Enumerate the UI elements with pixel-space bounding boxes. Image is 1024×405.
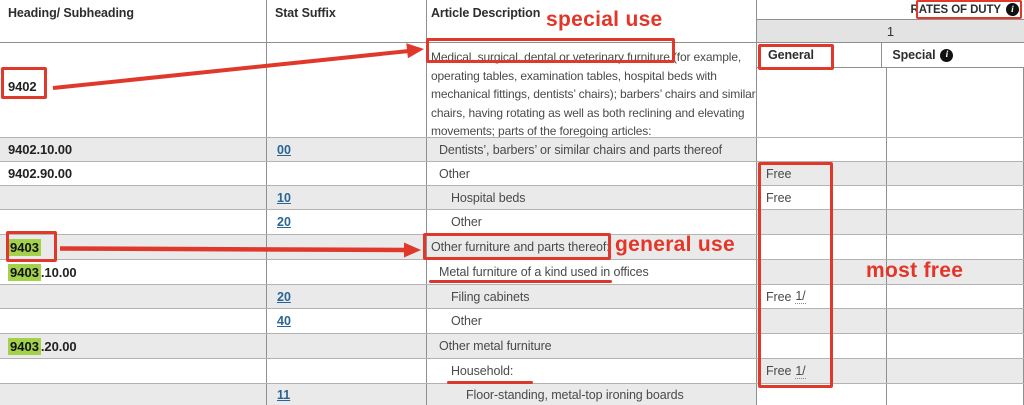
- general-cell: [757, 210, 887, 234]
- stat-suffix-link[interactable]: 11: [277, 387, 291, 402]
- stat-cell: [267, 359, 427, 383]
- general-cell: [757, 384, 887, 405]
- rates-of-duty-title: RATES OF DUTY: [910, 3, 1001, 16]
- stat-cell: [267, 235, 427, 259]
- footnote-link[interactable]: 1/: [795, 363, 806, 378]
- table-row-9403-20-00: [0, 334, 1024, 359]
- table-row-household: [0, 359, 1024, 384]
- article-cell: Other metal furniture: [427, 334, 757, 358]
- table-body: [0, 138, 1024, 405]
- heading-cell: 9402.90.00: [0, 162, 267, 185]
- heading-cell: [0, 43, 267, 137]
- info-icon[interactable]: i: [1006, 3, 1019, 16]
- stat-suffix-column-header: Stat Suffix: [267, 0, 427, 42]
- heading-cell: [0, 359, 267, 383]
- special-cell: [887, 68, 1024, 137]
- general-cell: Free 1/: [757, 359, 887, 383]
- table-row-9402: [0, 43, 757, 138]
- article-cell: Other: [427, 162, 757, 185]
- article-cell: Other furniture and parts thereof:: [427, 235, 757, 259]
- heading-number: 9402: [8, 79, 37, 94]
- heading-cell: [0, 384, 267, 405]
- annotation-label-special-use: special use: [546, 8, 663, 31]
- general-cell: Free: [757, 162, 887, 185]
- stat-cell: [267, 285, 427, 308]
- article-cell: Household:: [427, 359, 757, 383]
- article-cell: Metal furniture of a kind used in offices: [427, 260, 757, 284]
- special-cell: [887, 186, 1024, 209]
- general-cell: [757, 138, 887, 161]
- stat-cell: [267, 138, 427, 161]
- heading-cell: [0, 285, 267, 308]
- special-cell: [887, 260, 1024, 284]
- stat-cell: [267, 309, 427, 333]
- article-cell: Hospital beds: [427, 186, 757, 209]
- table-row-9402-10-00: [0, 138, 1024, 162]
- table-row-ironing-boards: [0, 384, 1024, 405]
- special-cell: [887, 138, 1024, 161]
- stat-suffix-link[interactable]: 10: [277, 190, 291, 205]
- general-cell: Free: [757, 186, 887, 209]
- article-cell: Other: [427, 309, 757, 333]
- table-row-9403-10-00: [0, 260, 1024, 285]
- rates-subheaders: [757, 43, 1024, 68]
- rates-column-group: 1: [757, 20, 1024, 43]
- heading-cell: 9403 .20.00: [0, 334, 267, 358]
- general-cell: Free 1/: [757, 285, 887, 308]
- heading-cell: [0, 235, 267, 259]
- table-row-filing-cabinets: [0, 285, 1024, 309]
- special-cell: [887, 210, 1024, 234]
- rates-of-duty-title-band: [757, 0, 1024, 20]
- stat-suffix-link[interactable]: 20: [277, 289, 291, 304]
- special-cell: [887, 235, 1024, 259]
- annotation-label-general-use: general use: [615, 233, 736, 256]
- stat-cell: [267, 43, 427, 137]
- search-highlight: 9403: [10, 338, 39, 354]
- special-cell: [887, 309, 1024, 333]
- stat-suffix-link[interactable]: 40: [277, 314, 291, 328]
- stat-cell: [267, 384, 427, 405]
- article-cell: Medical, surgical, dental or veterinary furniture (for example, operating tables, examination tables, hospital beds with mechanical fittings, dentists’ chairs); barbers’ chairs and similar chairs, having rotating as well as both reclining and elevating movements; parts of the foregoing articles:: [427, 43, 757, 137]
- article-cell: Filing cabinets: [427, 285, 757, 308]
- article-cell: Dentists’, barbers’ or similar chairs and parts thereof: [427, 138, 757, 161]
- table-row-hospital-beds: [0, 186, 1024, 210]
- stat-cell: [267, 186, 427, 209]
- stat-cell: [267, 334, 427, 358]
- heading-cell: [0, 309, 267, 333]
- general-cell: [757, 334, 887, 358]
- stat-cell: [267, 260, 427, 284]
- search-highlight: 9403: [10, 264, 39, 280]
- heading-cell: [0, 210, 267, 234]
- table-row-other-40: [0, 309, 1024, 334]
- annotation-label-most-free: most free: [866, 259, 964, 282]
- special-column-header: Special i: [882, 43, 1024, 67]
- stat-suffix-link[interactable]: 00: [277, 142, 291, 157]
- special-cell: [887, 359, 1024, 383]
- article-cell: Other: [427, 210, 757, 234]
- heading-cell: [0, 186, 267, 209]
- article-description-column-header: Article Description: [427, 0, 757, 42]
- rates-of-duty-header: [757, 0, 1024, 68]
- article-cell: Floor-standing, metal-top ironing boards: [427, 384, 757, 405]
- general-column-header: General: [757, 43, 882, 67]
- general-cell: [757, 235, 887, 259]
- footnote-link[interactable]: 1/: [795, 289, 806, 303]
- stat-cell: [267, 210, 427, 234]
- table-row-other-20: [0, 210, 1024, 235]
- stat-cell: [267, 162, 427, 185]
- heading-subheading-column-header: Heading/ Subheading: [0, 0, 267, 42]
- table-row-9402-90-00: [0, 162, 1024, 186]
- search-highlight: 9403: [10, 239, 39, 255]
- rates-empty-cells: [757, 68, 1024, 138]
- special-cell: [887, 285, 1024, 308]
- general-cell: [757, 309, 887, 333]
- special-cell: [887, 334, 1024, 358]
- general-cell: [757, 260, 887, 284]
- special-cell: [887, 162, 1024, 185]
- info-icon[interactable]: i: [940, 49, 953, 62]
- table-header-row: [0, 0, 757, 43]
- table-row-9403: [0, 235, 1024, 260]
- heading-cell: 9402.10.00: [0, 138, 267, 161]
- general-cell: [757, 68, 887, 137]
- special-cell: [887, 384, 1024, 405]
- heading-cell: 9403 .10.00: [0, 260, 267, 284]
- stat-suffix-link[interactable]: 20: [277, 215, 291, 229]
